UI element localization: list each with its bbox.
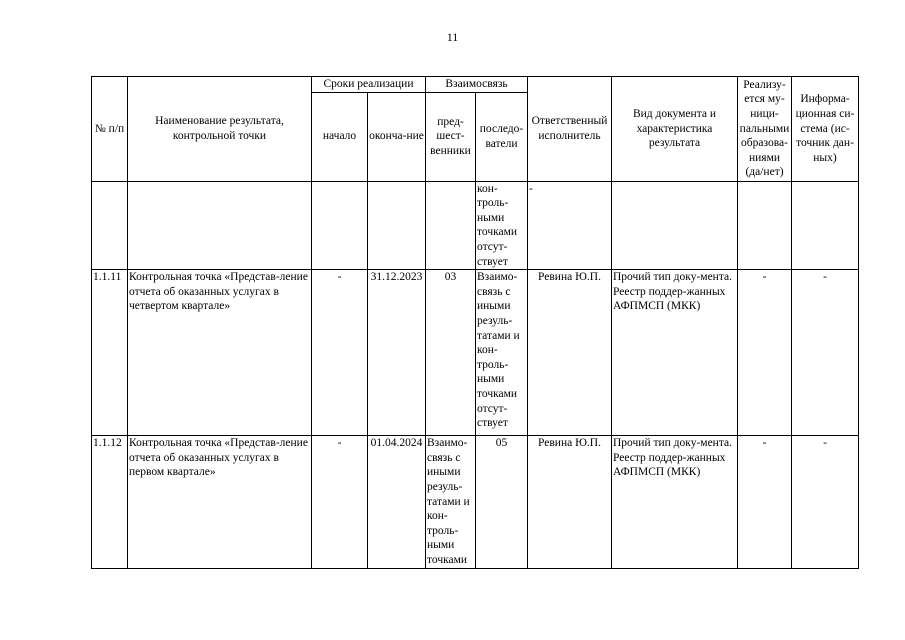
cell-end: 01.04.2024 [368,436,426,568]
cell-infosys: - [792,436,859,568]
cell-responsible: Ревина Ю.П. [528,270,612,436]
header-municipal: Реализу-ется му-ници-пальными образова-ниями (да/нет) [738,77,792,182]
header-end: оконча-ние [368,92,426,181]
header-start: начало [312,92,368,181]
cell-name: Контрольная точка «Представ-ление отчета об оказанных услугах в первом квартале» [128,436,312,568]
header-num: № п/п [92,77,128,182]
table-row [92,270,859,436]
cell-num: 1.1.11 [92,270,128,436]
table-row [92,181,859,270]
cell-pred: 03 [426,270,476,436]
cell-doctype: Прочий тип доку-мента. Реестр поддер-жанных АФПМСП (МКК) [612,436,738,568]
cell-end: 31.12.2023 [368,270,426,436]
header-relation: Взаимосвязь [426,77,528,93]
cell-municipal: - [738,436,792,568]
cell-num: 1.1.12 [92,436,128,568]
page-number: 11 [446,30,459,44]
header-terms: Сроки реализации [312,77,426,93]
cell-start: - [312,270,368,436]
header-succ: последо-ватели [476,92,528,181]
header-doctype: Вид документа и характеристика результата [612,77,738,182]
cell-infosys: - [792,270,859,436]
header-infosys: Информа-ционная си-стема (ис-точник дан-ных) [792,77,859,182]
cell-doctype: Прочий тип доку-мента. Реестр поддер-жанных АФПМСП (МКК) [612,270,738,436]
cell-responsible: - [528,181,612,270]
cell-municipal: - [738,270,792,436]
cell-start: - [312,436,368,568]
cell-name: Контрольная точка «Представ-ление отчета об оказанных услугах в четвертом квартале» [128,270,312,436]
cell-pred: Взаимо-связь с иными резуль-татами и кон-троль-ными точками [426,436,476,568]
results-table [91,76,859,569]
cell-succ: кон-троль-ными точками отсут-ствует [476,181,528,270]
table-row [92,436,859,568]
cell-succ: Взаимо-связь с иными резуль-татами и кон-троль-ными точками отсут-ствует [476,270,528,436]
header-name: Наименование результата, контрольной точки [128,77,312,182]
header-pred: пред-шест-венники [426,92,476,181]
cell-succ: 05 [476,436,528,568]
cell-responsible: Ревина Ю.П. [528,436,612,568]
header-responsible: Ответственный исполнитель [528,77,612,182]
